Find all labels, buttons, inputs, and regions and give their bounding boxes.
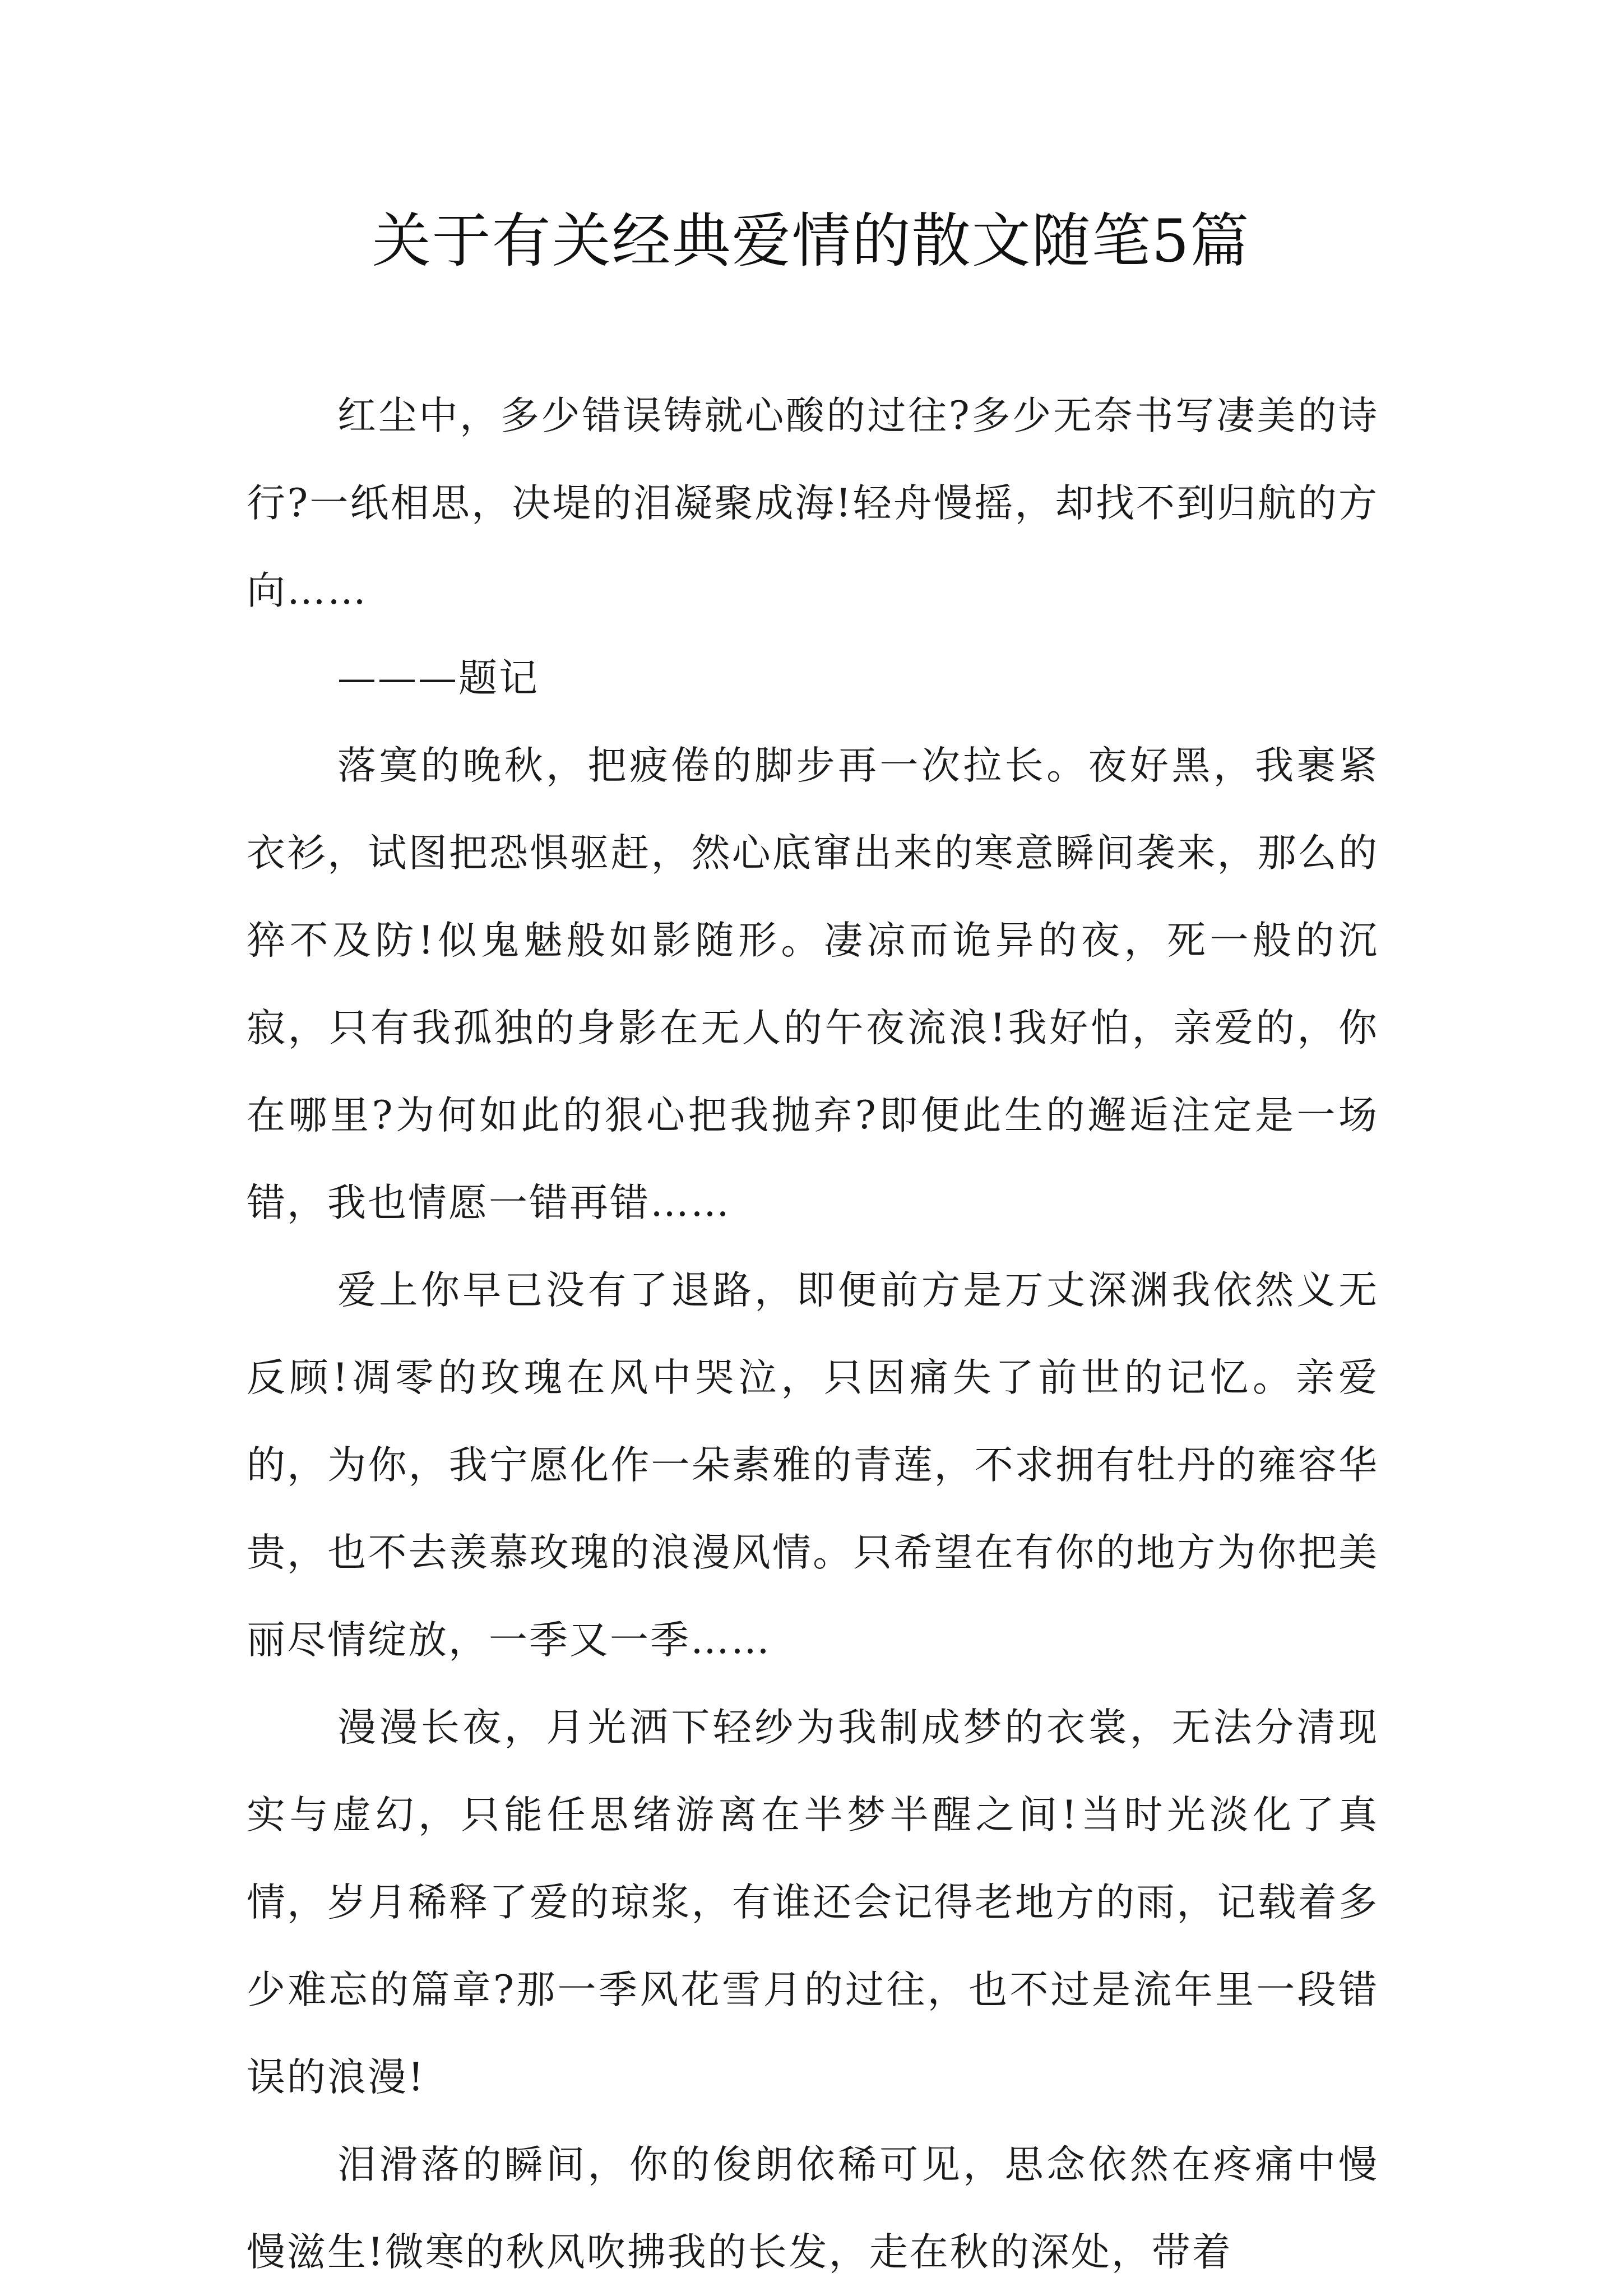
paragraph-epigraph: ———题记	[337, 656, 539, 701]
paragraph: 爱上你早已没有了退路，即便前方是万丈深渊我依然义无反顾!凋零的玫瑰在风中哭泣，只因痛失了前世的记忆。亲爱的，为你，我宁愿化作一朵素雅的青莲，不求拥有牡丹的雍容华贵，也不去羡慕玫瑰的浪漫风情。只希望在有你的地方为你把美丽尽情绽放，一季又一季……	[247, 1268, 1379, 1663]
document-title: 关于有关经典爱情的散文随笔5篇	[372, 207, 1250, 275]
paragraph-intro: 红尘中，多少错误铸就心酸的过往?多少无奈书写凄美的诗行?一纸相思，决堤的泪凝聚成海!轻舟慢摇，却找不到归航的方向……	[247, 394, 1379, 613]
paragraph: 落寞的晚秋，把疲倦的脚步再一次拉长。夜好黑，我裹紧衣衫，试图把恐惧驱赶，然心底窜出来的寒意瞬间袭来，那么的猝不及防!似鬼魅般如影随形。凄凉而诡异的夜，死一般的沉寂，只有我孤独的身影在无人的午夜流浪!我好怕，亲爱的，你在哪里?为何如此的狠心把我抛弃?即便此生的邂逅注定是一场错，我也情愿一错再错……	[247, 743, 1379, 1225]
paragraph: 漫漫长夜，月光洒下轻纱为我制成梦的衣裳，无法分清现实与虚幻，只能任思绪游离在半梦半醒之间!当时光淡化了真情，岁月稀释了爱的琼浆，有谁还会记得老地方的雨，记载着多少难忘的篇章?那一季风花雪月的过往，也不过是流年里一段错误的浪漫!	[247, 1705, 1379, 2100]
document-body	[247, 372, 1379, 2296]
paragraph: 泪滑落的瞬间，你的俊朗依稀可见，思念依然在疼痛中慢慢滋生!微寒的秋风吹拂我的长发，走在秋的深处，带着	[247, 2142, 1379, 2275]
